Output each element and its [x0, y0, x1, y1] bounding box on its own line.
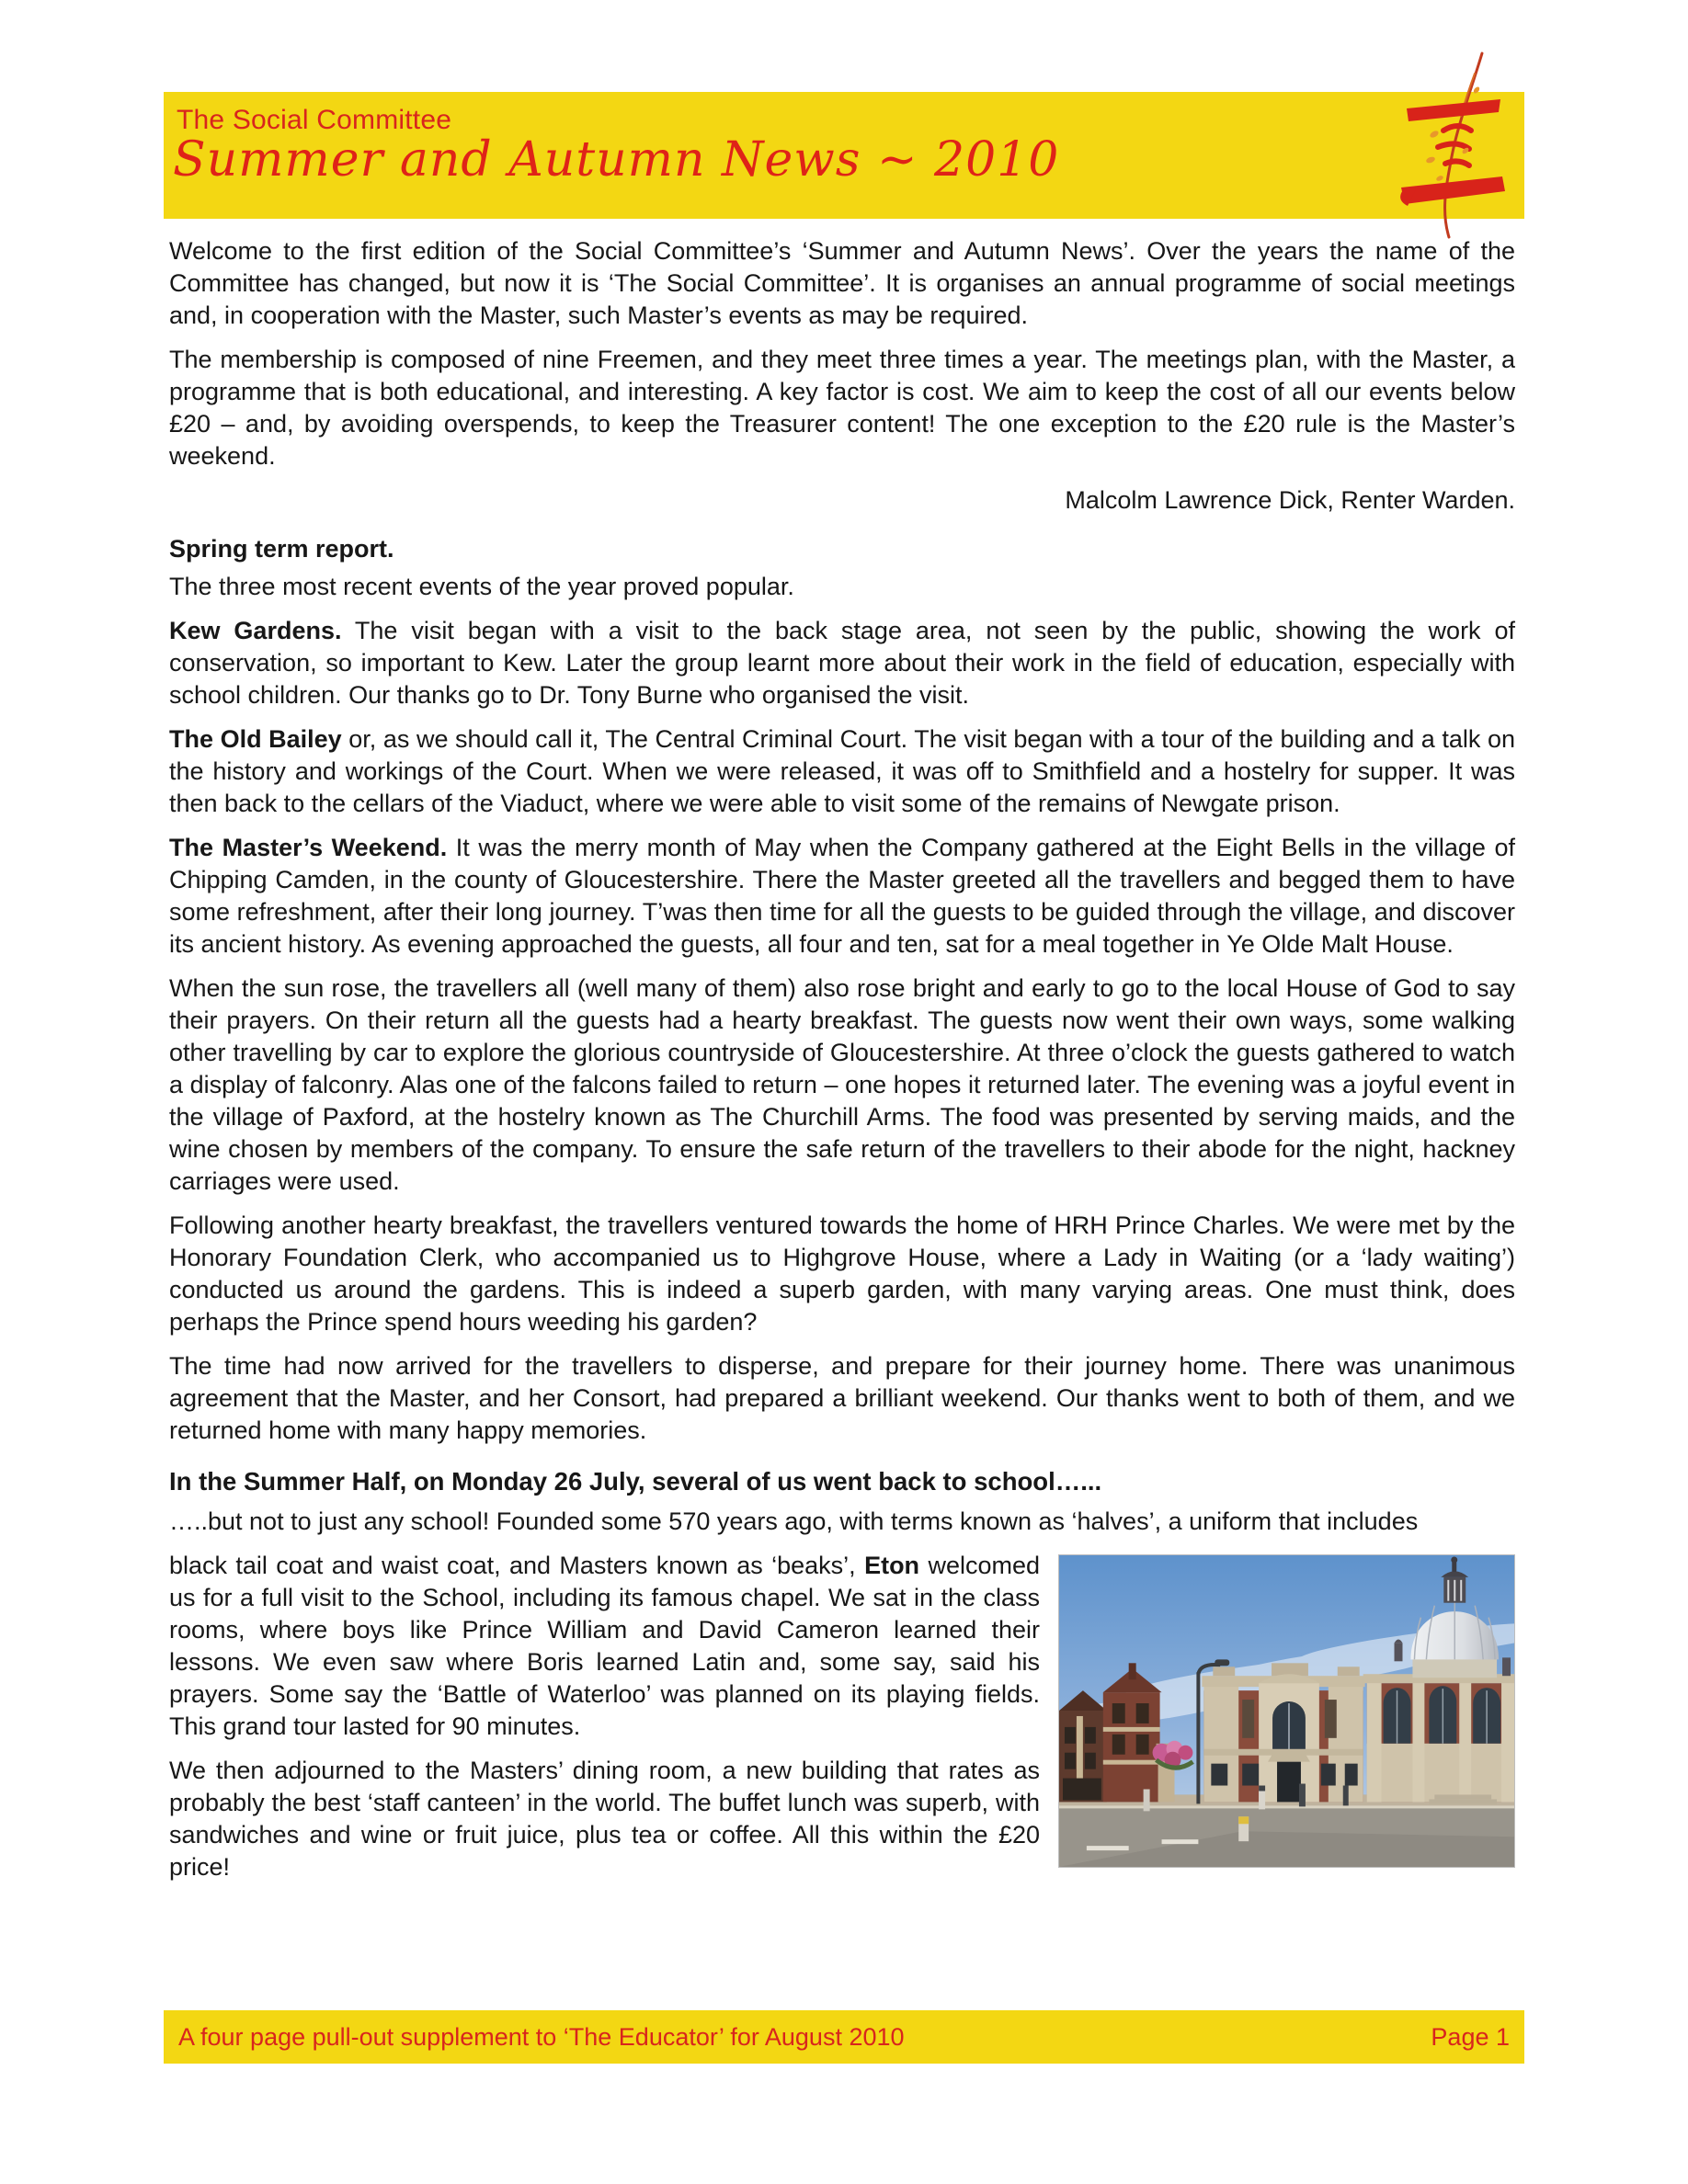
kew-gardens-paragraph [169, 615, 1515, 711]
eton-college-photo [1058, 1554, 1515, 1868]
masters-weekend-lead: The Master’s Weekend. [169, 834, 448, 861]
footer-page-number: Page 1 [1431, 2022, 1510, 2051]
page-title: Summer and Autumn News ~ 2010 [173, 132, 1060, 188]
old-bailey-lead: The Old Bailey [169, 725, 342, 753]
eton-bold-word: Eton [864, 1552, 920, 1579]
header-kicker: The Social Committee [177, 105, 452, 135]
red-letter-e-emblem-icon [1386, 50, 1524, 241]
sunday-paragraph: When the sun rose, the travellers all (well many of them) also rose bright and early to go to the local House of God to say their prayers. On their return all the guests had a hearty breakfast. The guests now went their own ways, some walking other travelling by car to explore the glorious countryside of Gloucestershire. At three o’clock the guests gathered to watch a display of falconry. Alas one of the falcons failed to return – one hopes it returned later. The evening was a joyful event in the village of Paxford, at the hostelry known as The Churchill Arms. The food was presented by serving maids, and the wine chosen by members of the company. To ensure the safe return of the travellers to their abode for the night, hackney carriages were used. [169, 974, 1515, 1195]
header-band [164, 92, 1524, 219]
kew-gardens-lead: Kew Gardens. [169, 617, 342, 644]
highgrove-paragraph: Following another hearty breakfast, the travellers ventured towards the home of HRH Prince Charles. We were met by the Honorary Foundation Clerk, who accompanied us to Highgrove House, where a Lady in Waiting (or a ‘lady waiting’) conducted us around the gardens. This is indeed a superb garden, with many varying areas. One must think, does perhaps the Prince spend hours weeding his garden? [169, 1211, 1515, 1336]
summer-half-heading: In the Summer Half, on Monday 26 July, several of us went back to school…... [169, 1467, 1102, 1496]
departure-paragraph: The time had now arrived for the travellers to disperse, and prepare for their journey home. There was unanimous agreement that the Master, and her Consort, had prepared a brilliant weekend. Our thanks went to both of them, and we returned home with many happy memories. [169, 1352, 1515, 1444]
spring-intro-paragraph: The three most recent events of the year proved popular. [169, 573, 794, 600]
eton-text-before: black tail coat and waist coat, and Masters known as ‘beaks’, [169, 1552, 865, 1579]
intro-paragraph: Welcome to the first edition of the Social Committee’s ‘Summer and Autumn News’. Over the years the name of the Committee has changed, but now it is ‘The Social Committee’. It is organises an annual programme of social meetings and, in cooperation with the Master, such Master’s events as may be required. [169, 237, 1515, 329]
eton-section [169, 1550, 1515, 1895]
footer-band [164, 2010, 1524, 2064]
eton-text-after: welcomed us for a full visit to the School, including its famous chapel. We sat in the class rooms, where boys like Prince William and David Cameron learned their lessons. We even saw where Boris learned Latin and, some say, said his prayers. Some say the ‘Battle of Waterloo’ was planned on its playing fields. This grand tour lasted for 90 minutes. [169, 1552, 1040, 1740]
byline: Malcolm Lawrence Dick, Renter Warden. [1065, 486, 1515, 514]
lunch-paragraph: We then adjourned to the Masters’ dining room, a new building that rates as probably the best ‘staff canteen’ in the world. The buffet lunch was superb, with sandwiches and wine or fruit juice, plus tea or coffee. All this within the £20 price! [169, 1757, 1040, 1881]
masters-weekend-paragraph [169, 832, 1515, 961]
membership-paragraph: The membership is composed of nine Freemen, and they meet three times a year. The meetings plan, with the Master, a programme that is both educational, and interesting. A key factor is cost. We aim to keep the cost of all our events below £20 – and, by avoiding overspends, to keep the Treasurer content! The one exception to the £20 rule is the Master’s weekend. [169, 346, 1515, 470]
article-body [169, 235, 1515, 1895]
old-bailey-paragraph [169, 723, 1515, 820]
kew-gardens-text: The visit began with a visit to the back stage area, not seen by the public, showing the work of conservation, so important to Kew. Later the group learnt more about their work in the field of education, especially with school children. Our thanks go to Dr. Tony Burne who organised the visit. [169, 617, 1515, 709]
spring-term-heading: Spring term report. [169, 535, 394, 563]
old-bailey-text: or, as we should call it, The Central Criminal Court. The visit began with a tour of the building and a talk on the history and workings of the Court. When we were released, it was off to Smithfield and a hostelry for supper. It was then back to the cellars of the Viaduct, where we were able to visit some of the remains of Newgate prison. [169, 725, 1515, 817]
footer-note: A four page pull-out supplement to ‘The Educator’ for August 2010 [178, 2022, 905, 2051]
eton-intro-line: …..but not to just any school! Founded some 570 years ago, with terms known as ‘halves’, a uniform that includes [169, 1507, 1419, 1535]
masters-weekend-text: It was the merry month of May when the Company gathered at the Eight Bells in the village of Chipping Camden, in the county of Gloucestershire. There the Master greeted all the travellers and begged them to have some refreshment, after their long journey. T’was then time for all the guests to be guided through the village, and discover its ancient history. As evening approached the guests, all four and ten, sat for a meal together in Ye Olde Malt House. [169, 834, 1515, 958]
